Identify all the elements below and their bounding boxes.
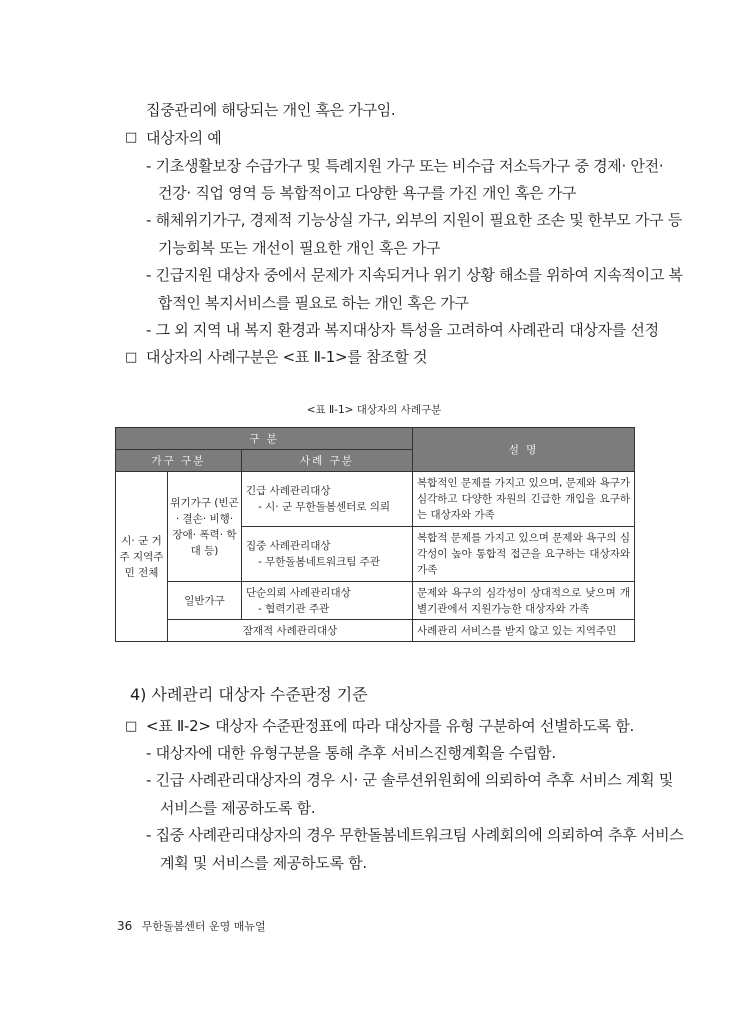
simple-desc: 문제와 욕구의 심각성이 상대적으로 낮으며 개별기관에서 지원가능한 대상자와 가족	[413, 582, 635, 620]
footer-title: 무한돌봄센터 운영 매뉴얼	[141, 920, 266, 933]
intensive-case-sub: - 무한돌봄네트워크팀 주관	[258, 556, 381, 568]
section4-item-3: - 집중 사례관리대상자의 경우 무한돌봄네트워크팀 사례회의에 의뢰하여 추후 서비스	[146, 826, 684, 844]
crisis-household-cell: 위기가구 (빈곤· 결손· 비행· 장애· 폭력· 학대 등)	[168, 472, 242, 582]
simple-case-sub: - 협력기관 주관	[258, 602, 330, 615]
box-bullet: □	[125, 719, 138, 734]
section4-item-3-cont: 계획 및 서비스를 제공하도록 함.	[160, 854, 367, 872]
case-classification-table	[115, 427, 635, 642]
target-item-3: - 긴급지원 대상자 중에서 문제가 지속되거나 위기 상황 해소를 위하여 지속적이고 복	[146, 266, 683, 284]
target-item-2: - 해체위기가구, 경제적 기능상실 가구, 외부의 지원이 필요한 조손 및 한부모 가구 등	[146, 211, 682, 229]
intensive-desc: 복합적 문제를 가지고 있으며 문제와 욕구의 심각성이 높아 통합적 접근을 요구하는 대상자와 가족	[413, 527, 635, 582]
emergency-case-label: 긴급 사례관리대상	[246, 485, 331, 497]
table-caption: <표 Ⅱ-1> 대상자의 사례구분	[306, 404, 442, 416]
emergency-desc: 복합적인 문제를 가지고 있으며, 문제와 욕구가 심각하고 다양한 자원의 긴급한 개입을 요구하는 대상자와 가족	[413, 472, 635, 527]
target-item-3-cont: 합적인 복지서비스를 필요로 하는 개인 혹은 가구	[158, 294, 469, 312]
potential-desc: 사례관리 서비스를 받지 않고 있는 지역주민	[413, 620, 635, 642]
general-household-cell: 일반가구	[168, 582, 242, 620]
header-household: 가구 구분	[116, 450, 242, 472]
targets-heading: 대상자의 예	[146, 129, 222, 147]
section4-item-2-cont: 서비스를 제공하도록 함.	[160, 799, 316, 817]
simple-case-label: 단순의뢰 사례관리대상	[246, 586, 351, 599]
header-desc: 설 명	[413, 428, 635, 472]
target-item-4: - 그 외 지역 내 복지 환경과 복지대상자 특성을 고려하여 사례관리 대상자를 선정	[146, 321, 659, 339]
target-item-1-cont: 건강· 직업 영역 등 복합적이고 다양한 욕구를 가진 개인 혹은 가구	[158, 184, 577, 202]
intensive-case-label: 집중 사례관리대상	[246, 540, 331, 552]
page-footer	[117, 918, 266, 934]
box-bullet: □	[125, 350, 138, 365]
header-group: 구 분	[116, 428, 413, 450]
region-cell: 시· 군 거주 지역주민 전체	[116, 472, 168, 642]
simple-case-cell	[242, 582, 413, 620]
section4-item-1: - 대상자에 대한 유형구분을 통해 추후 서비스진행계획을 수립함.	[146, 744, 556, 762]
target-item-1: - 기초생활보장 수급가구 및 특례지원 가구 또는 비수급 저소득가구 중 경제· 안전·	[146, 157, 664, 175]
section4-lead: <표 Ⅱ-2> 대상자 수준판정표에 따라 대상자를 유형 구분하여 선별하도록 함.	[146, 717, 634, 735]
intro-continuation: 집중관리에 해당되는 개인 혹은 가구임.	[146, 101, 396, 119]
page-number: 36	[117, 919, 133, 933]
emergency-case-sub: - 시· 군 무한돌봄센터로 의뢰	[258, 501, 391, 513]
potential-case-cell: 잠재적 사례관리대상	[168, 620, 413, 642]
target-item-2-cont: 기능회복 또는 개선이 필요한 개인 혹은 가구	[158, 239, 441, 257]
intensive-case-cell	[242, 527, 413, 582]
header-case: 사례 구분	[242, 450, 413, 472]
box-bullet: □	[125, 130, 138, 145]
emergency-case-cell	[242, 472, 413, 527]
section4-title: 4) 사례관리 대상자 수준판정 기준	[130, 685, 368, 704]
classification-note: 대상자의 사례구분은 <표 Ⅱ-1>를 참조할 것	[146, 348, 428, 366]
section4-item-2: - 긴급 사례관리대상자의 경우 시· 군 솔루션위원회에 의뢰하여 추후 서비스 계획 및	[146, 771, 674, 789]
